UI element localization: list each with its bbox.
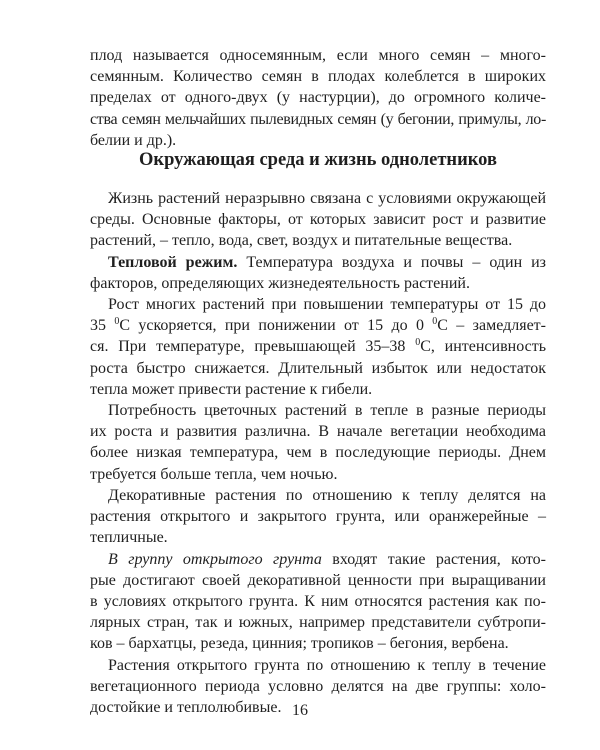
text-line: их роста и развития различна. В начале вегетации необходима	[90, 423, 546, 441]
term-open-ground: В группу открытого грунта	[108, 550, 322, 568]
degree-superscript: 0	[415, 337, 421, 349]
paragraph-heat-need	[90, 400, 546, 485]
text-line: лярных стран, так и южных, например представители субтропи-	[90, 614, 546, 632]
text-line: Рост многих растений при повышении температуры от 15 до	[108, 296, 546, 313]
text-line: достойкие и теплолюбивые.	[90, 698, 282, 716]
paragraph-intro	[90, 188, 546, 252]
text-line: белии и др.).	[90, 131, 177, 149]
text-line	[90, 549, 546, 570]
page-number: 16	[292, 702, 308, 719]
text-line: семянным. Количество семян в плодах колеблется в широких	[90, 68, 546, 86]
text-fragment: С – замедляет-	[437, 317, 546, 335]
text-fragment: ся. При температуре, превышающей 35–38	[90, 338, 416, 356]
text-fragment: 35	[90, 317, 115, 335]
text-fragment: входят такие растения, кото-	[321, 550, 547, 568]
text-line: Растения открытого грунта по отношению к теплу в течение	[108, 656, 546, 674]
text-line: роста быстро снижается. Длительный избыток или недостаток	[90, 359, 546, 377]
text-line: рые достигают своей декоративной ценности при выращивании	[90, 571, 546, 589]
text-line: растений, – тепло, вода, свет, воздух и питательные вещества.	[90, 232, 513, 250]
text-line: тепла может привести растение к гибели.	[90, 380, 373, 398]
text-line: Потребность цветочных растений в тепле в разные периоды	[108, 402, 546, 419]
text-line: вегетационного периода условно делятся на две группы: холо-	[90, 677, 546, 695]
text-line: более низкая температура, чем в последующие периоды. Днем	[90, 444, 546, 462]
text-line: тепличные.	[90, 529, 168, 547]
paragraph-decorative-plants	[90, 485, 546, 549]
text-fragment: С ускоряется, при понижении от 15 до 0	[119, 317, 433, 335]
text-line: Декоративные растения по отношению к теплу делятся на	[108, 487, 546, 504]
text-line	[90, 315, 546, 336]
text-line: в условиях открытого грунта. К ним относятся растения как по-	[90, 592, 546, 610]
text-line: плод называется односемянным, если много семян – много-	[90, 47, 546, 64]
text-line	[90, 336, 546, 357]
text-line: факторов, определяющих жизнедеятельность растений.	[90, 274, 470, 292]
paragraph-open-ground	[90, 549, 546, 655]
term-thermal-regime: Тепловой режим.	[108, 253, 238, 271]
text-line: среды. Основные факторы, от которых зависит рост и развитие	[90, 211, 546, 229]
text-line: требуется больше тепла, чем ночью.	[90, 465, 338, 483]
text-line: ства семян мельчайших пылевидных семян (у бегонии, примулы, ло-	[90, 110, 546, 128]
paragraph-thermal-regime	[90, 252, 546, 294]
section-heading: Окружающая среда и жизнь однолетников	[139, 150, 497, 170]
text-line	[90, 252, 546, 273]
degree-superscript: 0	[432, 316, 438, 328]
text-line: ков – бархатцы, резеда, цинния; тропиков – бегония, вербена.	[90, 635, 509, 653]
degree-superscript: 0	[114, 316, 120, 328]
text-fragment: С, интенсивность	[420, 338, 546, 356]
paragraph-growth-temperature	[90, 294, 546, 400]
text-fragment: Температура воздуха и почвы – один из	[237, 253, 546, 271]
text-line: пределах от одного-двух (у настурции), до огромного количе-	[90, 89, 546, 107]
paragraph-seed-count	[90, 45, 546, 151]
text-line: растения открытого и закрытого грунта, или оранжерейные –	[90, 508, 546, 526]
text-line: Жизнь растений неразрывно связана с условиями окружающей	[108, 190, 546, 207]
